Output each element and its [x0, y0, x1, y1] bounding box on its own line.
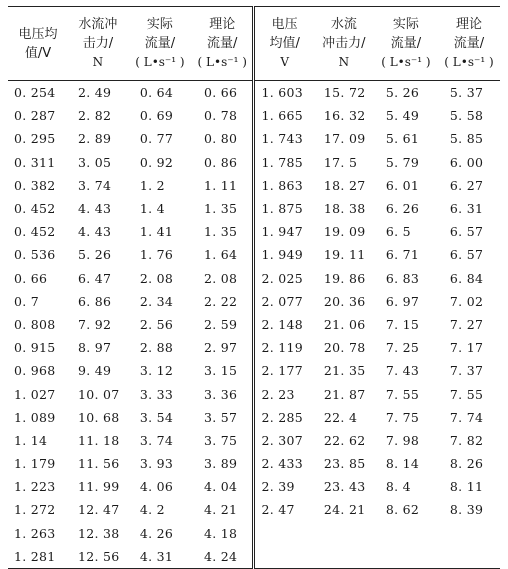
cell-theoretical-flow: 4. 21: [192, 498, 254, 521]
header-water-impact-force: 水流冲 击力/ N: [68, 7, 128, 81]
cell-impact-force: 6. 47: [77, 270, 112, 286]
cell-voltage-avg: 2. 47: [261, 502, 295, 518]
cell-impact-force: 12. 38: [77, 525, 120, 541]
cell-voltage-avg: 1. 089: [14, 409, 56, 425]
table-row: [8, 127, 500, 150]
cell-theoretical-flow: 7. 27: [449, 316, 484, 332]
cell-impact-force: 23. 43: [323, 479, 366, 495]
cell-theoretical-flow: [438, 545, 500, 569]
cell-voltage-avg: 1. 027: [14, 386, 56, 402]
cell-actual-flow: 5. 26: [385, 85, 420, 101]
cell-impact-force: 19. 86: [323, 270, 366, 286]
cell-actual-flow: 2. 88: [139, 340, 174, 356]
cell-theoretical-flow: 3. 57: [192, 406, 254, 429]
cell-voltage-avg: 2. 23: [261, 386, 295, 402]
cell-theoretical-flow: 2. 08: [192, 267, 254, 290]
cell-impact-force: 23. 85: [323, 456, 366, 472]
data-table: [8, 6, 500, 569]
cell-impact-force: 10. 07: [77, 386, 120, 402]
cell-theoretical-flow: 5. 85: [449, 131, 484, 147]
cell-actual-flow: 3. 54: [139, 409, 174, 425]
cell-actual-flow: 6. 5: [385, 224, 411, 240]
cell-voltage-avg: 0. 295: [14, 131, 56, 147]
cell-voltage-avg: 0. 808: [14, 316, 56, 332]
cell-theoretical-flow: 2. 97: [192, 336, 254, 359]
cell-theoretical-flow: 7. 17: [449, 340, 484, 356]
cell-actual-flow: 3. 74: [139, 432, 174, 448]
cell-impact-force: 6. 86: [77, 293, 112, 309]
cell-theoretical-flow: [438, 522, 500, 545]
cell-impact-force: [314, 522, 374, 545]
cell-actual-flow: 7. 43: [385, 363, 420, 379]
cell-theoretical-flow: 6. 27: [449, 177, 484, 193]
cell-theoretical-flow: 5. 37: [449, 85, 484, 101]
cell-actual-flow: 3. 12: [139, 363, 174, 379]
cell-impact-force: 22. 62: [323, 432, 366, 448]
cell-theoretical-flow: 6. 00: [449, 154, 484, 170]
cell-actual-flow: [374, 545, 438, 569]
cell-theoretical-flow: 1. 35: [192, 197, 254, 220]
cell-actual-flow: 2. 08: [139, 270, 174, 286]
cell-actual-flow: 8. 14: [385, 456, 420, 472]
cell-voltage-avg: 2. 119: [261, 340, 304, 356]
cell-theoretical-flow: 3. 15: [192, 359, 254, 382]
cell-impact-force: 12. 56: [68, 545, 128, 569]
table-body: [8, 81, 500, 569]
cell-actual-flow: 6. 26: [385, 201, 420, 217]
cell-theoretical-flow: 8. 11: [449, 479, 484, 495]
cell-theoretical-flow: 7. 82: [449, 432, 484, 448]
cell-theoretical-flow: 6. 31: [449, 201, 484, 217]
table-row: [8, 267, 500, 290]
cell-actual-flow: 8. 62: [385, 502, 420, 518]
cell-impact-force: 22. 4: [323, 409, 358, 425]
cell-actual-flow: 2. 34: [139, 293, 174, 309]
cell-theoretical-flow: 6. 84: [449, 270, 484, 286]
cell-theoretical-flow: 2. 22: [192, 290, 254, 313]
cell-voltage-avg: 1. 272: [14, 502, 56, 518]
cell-actual-flow: 6. 83: [385, 270, 420, 286]
cell-theoretical-flow: 7. 37: [449, 363, 484, 379]
header-theoretical-flow: 理论 流量/ ( L•s⁻¹ ): [438, 7, 500, 81]
header-water-impact-force: 水流 冲击力/ N: [314, 7, 374, 81]
table-row: [8, 545, 500, 569]
cell-impact-force: 24. 21: [323, 502, 366, 518]
cell-actual-flow: 8. 4: [385, 479, 411, 495]
cell-impact-force: 2. 49: [77, 85, 112, 101]
cell-impact-force: [314, 545, 374, 569]
cell-voltage-avg: 0. 452: [14, 201, 56, 217]
cell-actual-flow: 3. 33: [139, 386, 174, 402]
cell-impact-force: 18. 27: [323, 177, 366, 193]
cell-voltage-avg: [254, 545, 314, 569]
cell-impact-force: 12. 47: [77, 502, 120, 518]
cell-actual-flow: 6. 71: [385, 247, 420, 263]
cell-actual-flow: 0. 77: [139, 131, 174, 147]
cell-theoretical-flow: 7. 55: [449, 386, 484, 402]
cell-actual-flow: 1. 4: [139, 201, 165, 217]
cell-impact-force: 4. 43: [77, 201, 112, 217]
table-row: [8, 243, 500, 266]
cell-theoretical-flow: 1. 64: [192, 243, 254, 266]
table-row: [8, 290, 500, 313]
cell-actual-flow: 4. 26: [139, 525, 174, 541]
table-row: [8, 174, 500, 197]
cell-impact-force: 18. 38: [323, 201, 366, 217]
cell-voltage-avg: 1. 14: [14, 432, 48, 448]
cell-impact-force: 20. 78: [323, 340, 366, 356]
cell-impact-force: 11. 56: [77, 456, 120, 472]
header-voltage-avg: 电压均 值/V: [8, 7, 68, 81]
cell-impact-force: 17. 09: [323, 131, 366, 147]
cell-voltage-avg: 2. 433: [261, 456, 304, 472]
cell-impact-force: 19. 11: [323, 247, 366, 263]
cell-theoretical-flow: 0. 66: [192, 81, 254, 105]
cell-actual-flow: 1. 76: [139, 247, 174, 263]
cell-impact-force: 10. 68: [77, 409, 120, 425]
table-row: [8, 382, 500, 405]
table-row: [8, 313, 500, 336]
cell-impact-force: 17. 5: [323, 154, 358, 170]
cell-voltage-avg: 0. 254: [14, 85, 56, 101]
cell-impact-force: 21. 35: [323, 363, 366, 379]
cell-impact-force: 7. 92: [77, 316, 112, 332]
cell-theoretical-flow: 0. 80: [192, 127, 254, 150]
cell-theoretical-flow: 4. 04: [192, 475, 254, 498]
cell-impact-force: 15. 72: [323, 85, 366, 101]
cell-voltage-avg: 0. 915: [14, 340, 56, 356]
cell-actual-flow: 5. 49: [385, 108, 420, 124]
table-row: [8, 336, 500, 359]
header-actual-flow: 实际 流量/ ( L•s⁻¹ ): [128, 7, 192, 81]
cell-actual-flow: 6. 97: [385, 293, 420, 309]
cell-impact-force: 21. 87: [323, 386, 366, 402]
cell-actual-flow: 3. 93: [139, 456, 174, 472]
cell-impact-force: 3. 05: [77, 154, 112, 170]
cell-impact-force: 3. 74: [77, 177, 112, 193]
cell-voltage-avg: 1. 281: [8, 545, 68, 569]
cell-actual-flow: 6. 01: [385, 177, 420, 193]
cell-theoretical-flow: 4. 24: [192, 545, 254, 569]
cell-voltage-avg: 1. 179: [14, 456, 56, 472]
table-row: [8, 104, 500, 127]
cell-actual-flow: 1. 41: [139, 224, 174, 240]
table-row: [8, 429, 500, 452]
cell-impact-force: 8. 97: [77, 340, 112, 356]
cell-theoretical-flow: 4. 18: [192, 522, 254, 545]
cell-theoretical-flow: 8. 39: [449, 502, 484, 518]
cell-voltage-avg: 1. 875: [261, 201, 304, 217]
cell-theoretical-flow: 8. 26: [449, 456, 484, 472]
cell-actual-flow: 7. 25: [385, 340, 420, 356]
cell-voltage-avg: 0. 287: [14, 108, 56, 124]
cell-voltage-avg: 1. 603: [261, 85, 304, 101]
table-row: [8, 220, 500, 243]
cell-voltage-avg: 1. 785: [261, 154, 304, 170]
cell-theoretical-flow: 6. 57: [449, 224, 484, 240]
table-row: [8, 359, 500, 382]
cell-actual-flow: [374, 522, 438, 545]
cell-actual-flow: 5. 79: [385, 154, 420, 170]
table-row: [8, 151, 500, 174]
cell-actual-flow: 0. 92: [139, 154, 174, 170]
cell-voltage-avg: 1. 223: [14, 479, 56, 495]
cell-theoretical-flow: 0. 86: [192, 151, 254, 174]
cell-theoretical-flow: 1. 11: [192, 174, 254, 197]
table-row: [8, 498, 500, 521]
cell-theoretical-flow: 3. 75: [192, 429, 254, 452]
cell-voltage-avg: 1. 863: [261, 177, 304, 193]
cell-theoretical-flow: 7. 02: [449, 293, 484, 309]
cell-voltage-avg: 2. 148: [261, 316, 304, 332]
cell-impact-force: 19. 09: [323, 224, 366, 240]
cell-voltage-avg: 2. 285: [261, 409, 304, 425]
table-row: [8, 406, 500, 429]
header-theoretical-flow: 理论 流量/ ( L•s⁻¹ ): [192, 7, 254, 81]
cell-actual-flow: 7. 98: [385, 432, 420, 448]
cell-theoretical-flow: 1. 35: [192, 220, 254, 243]
cell-theoretical-flow: 2. 59: [192, 313, 254, 336]
cell-actual-flow: 2. 56: [139, 316, 174, 332]
table-row: [8, 452, 500, 475]
cell-impact-force: 11. 99: [77, 479, 120, 495]
cell-voltage-avg: 0. 968: [14, 363, 56, 379]
cell-impact-force: 5. 26: [77, 247, 112, 263]
cell-actual-flow: 0. 64: [139, 85, 174, 101]
cell-actual-flow: 7. 55: [385, 386, 420, 402]
cell-voltage-avg: 1. 949: [261, 247, 304, 263]
cell-actual-flow: 7. 75: [385, 409, 420, 425]
cell-voltage-avg: [254, 522, 314, 545]
cell-voltage-avg: 0. 7: [14, 293, 40, 309]
cell-impact-force: 21. 06: [323, 316, 366, 332]
cell-voltage-avg: 0. 452: [14, 224, 56, 240]
cell-actual-flow: 4. 2: [139, 502, 165, 518]
cell-actual-flow: 4. 31: [128, 545, 192, 569]
cell-actual-flow: 0. 69: [139, 108, 174, 124]
cell-impact-force: 9. 49: [77, 363, 112, 379]
cell-voltage-avg: 0. 311: [14, 154, 56, 170]
table-row: [8, 522, 500, 545]
cell-voltage-avg: 1. 947: [261, 224, 304, 240]
table-row: [8, 81, 500, 105]
cell-theoretical-flow: 6. 57: [449, 247, 484, 263]
cell-voltage-avg: 1. 263: [14, 525, 56, 541]
cell-voltage-avg: 0. 536: [14, 247, 56, 263]
cell-impact-force: 16. 32: [323, 108, 366, 124]
cell-voltage-avg: 2. 077: [261, 293, 304, 309]
cell-voltage-avg: 2. 177: [261, 363, 304, 379]
cell-actual-flow: 4. 06: [139, 479, 174, 495]
cell-voltage-avg: 0. 382: [14, 177, 56, 193]
cell-theoretical-flow: 3. 89: [192, 452, 254, 475]
cell-theoretical-flow: 3. 36: [192, 382, 254, 405]
cell-impact-force: 20. 36: [323, 293, 366, 309]
cell-impact-force: 11. 18: [77, 432, 120, 448]
cell-voltage-avg: 1. 743: [261, 131, 304, 147]
header-row: [8, 7, 500, 81]
cell-actual-flow: 5. 61: [385, 131, 420, 147]
table-row: [8, 197, 500, 220]
cell-theoretical-flow: 0. 78: [192, 104, 254, 127]
cell-actual-flow: 7. 15: [385, 316, 420, 332]
header-actual-flow: 实际 流量/ ( L•s⁻¹ ): [374, 7, 438, 81]
cell-impact-force: 2. 82: [77, 108, 112, 124]
header-voltage-avg: 电压 均值/ V: [254, 7, 314, 81]
cell-voltage-avg: 2. 025: [261, 270, 304, 286]
cell-theoretical-flow: 5. 58: [449, 108, 484, 124]
cell-voltage-avg: 0. 66: [14, 270, 48, 286]
cell-voltage-avg: 1. 665: [261, 108, 304, 124]
cell-impact-force: 4. 43: [77, 224, 112, 240]
cell-theoretical-flow: 7. 74: [449, 409, 484, 425]
table-row: [8, 475, 500, 498]
cell-actual-flow: 1. 2: [139, 177, 165, 193]
cell-impact-force: 2. 89: [77, 131, 112, 147]
cell-voltage-avg: 2. 39: [261, 479, 295, 495]
cell-voltage-avg: 2. 307: [261, 432, 304, 448]
